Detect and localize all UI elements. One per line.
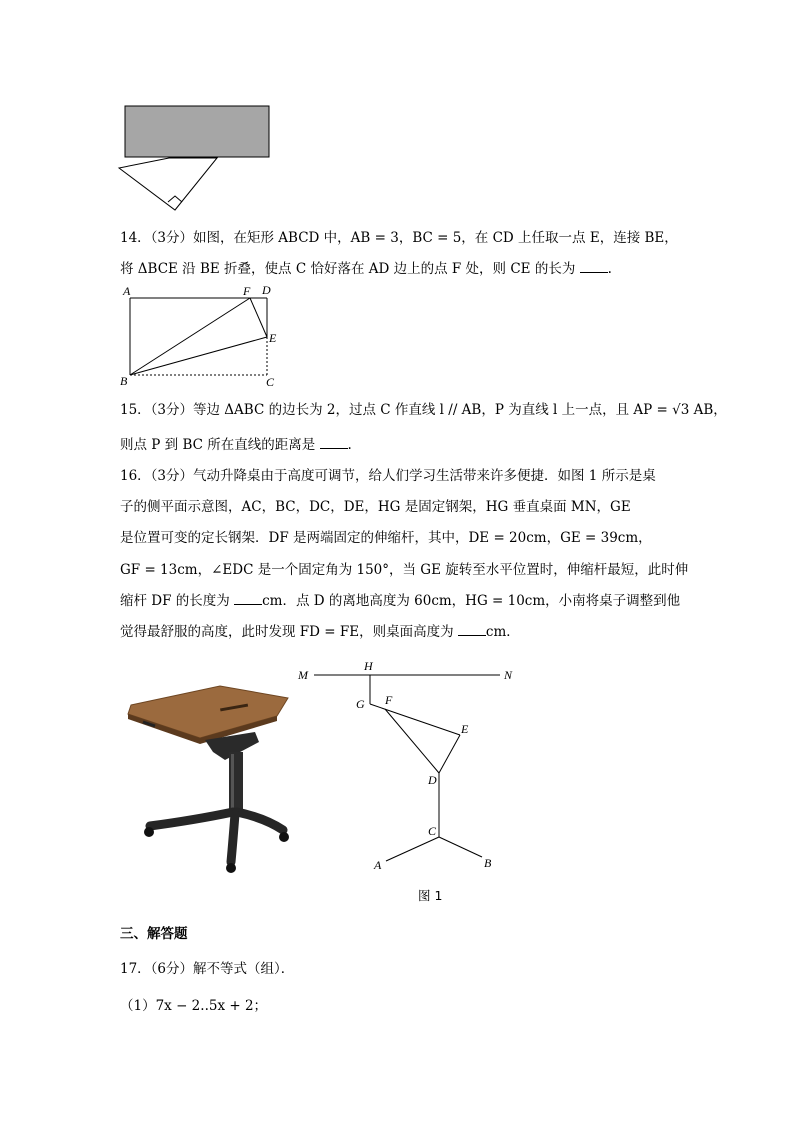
label-D: D [262, 283, 271, 297]
section-title: 三、解答题 [120, 926, 188, 942]
label-A: A [374, 858, 382, 872]
desk-base-leg-front [231, 814, 235, 862]
q16-line-5a: 缩杆 DF 的长度为 [120, 593, 230, 609]
q14-rectangle-diagram [115, 282, 285, 390]
q17-line-1: 17．（6分）解不等式（组）． [120, 961, 295, 977]
bar-CB [439, 837, 482, 857]
q16-line-6 [120, 622, 520, 642]
answer-blank [234, 592, 262, 605]
q16-line-2: 子的侧平面示意图，AC，BC，DC，DE，HG 是固定钢架，HG 垂直桌面 MN，GE [120, 499, 631, 515]
segment-FE [250, 298, 267, 337]
q14-line-2-text: 将 ΔBCE 沿 BE 折叠，使点 C 恰好落在 AD 边上的点 F 处，则 CE 的长为 [120, 261, 576, 277]
label-F: F [385, 693, 393, 707]
label-C: C [428, 824, 437, 838]
desk-base-leg-right [237, 812, 283, 830]
label-B: B [120, 374, 128, 388]
label-D: D [428, 773, 437, 787]
gray-rectangle [125, 106, 269, 157]
answer-blank [580, 260, 608, 273]
segment-BE [130, 337, 267, 375]
label-F: F [243, 284, 251, 298]
q17-line-2: （1）7x − 2..5x + 2； [120, 998, 268, 1014]
bar-GE [370, 704, 460, 735]
caster-wheel-left [144, 827, 154, 837]
q14-line-2-end: . [607, 261, 612, 277]
q15-line-1: 15．（3分）等边 ΔABC 的边长为 2，过点 C 作直线 l // AB，P 为直线 l 上一点，且 AP = √3 AB， [120, 402, 727, 418]
q14-line-1: 14．（3分）如图，在矩形 ABCD 中，AB = 3，BC = 5，在 CD 上任取一点 E，连接 BE， [120, 230, 678, 246]
caster-wheel-front [226, 863, 236, 873]
desk-base-leg-left [150, 812, 233, 826]
figure-q13-diagram [115, 100, 280, 215]
answer-blank [320, 436, 348, 449]
q15-line-2 [120, 435, 352, 455]
label-N: N [504, 668, 513, 682]
bar-DE [439, 735, 460, 773]
label-E: E [461, 722, 469, 736]
label-M: M [298, 668, 308, 682]
label-G: G [356, 697, 365, 711]
label-B: B [484, 856, 492, 870]
q15-line-2-text: 则点 P 到 BC 所在直线的距离是 [120, 437, 316, 453]
q14-line-2 [120, 259, 612, 279]
label-E: E [269, 331, 277, 345]
q16-line-1: 16．（3分）气动升降桌由于高度可调节，给人们学习生活带来许多便捷．如图 1 所示是桌 [120, 468, 656, 484]
q16-line-6a: 觉得最舒服的高度，此时发现 FD = FE，则桌面高度为 [120, 624, 454, 640]
q16-line-6b: cm． [485, 624, 520, 640]
caster-wheel-right [279, 832, 289, 842]
label-H: H [364, 659, 373, 673]
q16-line-3: 是位置可变的定长钢架．DF 是两端固定的伸缩杆，其中，DE = 20cm，GE = 39cm， [120, 530, 652, 546]
q16-line-5 [120, 591, 680, 611]
label-C: C [266, 375, 275, 389]
q16-line-4: GF = 13cm，∠EDC 是一个固定角为 150°，当 GE 旋转至水平位置时，伸缩杆最短，此时伸 [120, 562, 689, 578]
standing-desk-illustration [125, 680, 295, 880]
answer-blank [458, 623, 486, 636]
segment-BF [130, 298, 250, 375]
bar-CA [386, 837, 439, 861]
label-A: A [123, 284, 131, 298]
desk-column-highlight [231, 754, 234, 810]
figure-1-diagram [290, 655, 525, 880]
triangle-shape [119, 158, 217, 210]
q15-line-2-end: . [347, 437, 352, 453]
figure-caption: 图 1 [418, 888, 443, 903]
q16-line-5b: cm．点 D 的离地高度为 60cm，HG = 10cm，小南将桌子调整到他 [262, 593, 681, 609]
desk-top [128, 686, 288, 738]
